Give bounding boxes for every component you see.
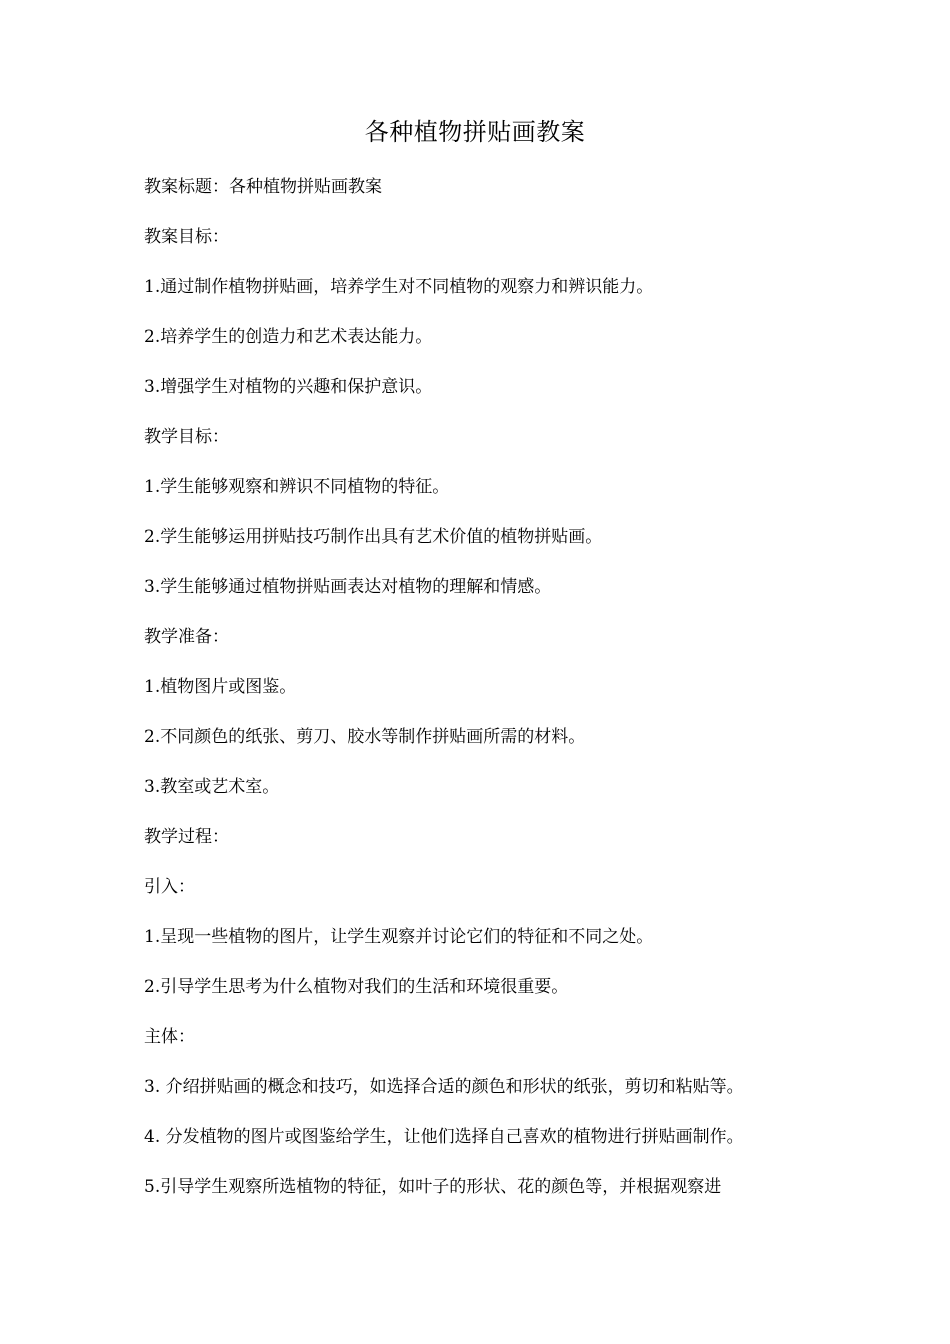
- text-line: 1.通过制作植物拼贴画，培养学生对不同植物的观察力和辨识能力。: [144, 277, 654, 297]
- section-heading-preparation: 教学准备：: [144, 627, 229, 647]
- text-line: 1.呈现一些植物的图片，让学生观察并讨论它们的特征和不同之处。: [144, 927, 654, 947]
- text-line: 3. 介绍拼贴画的概念和技巧，如选择合适的颜色和形状的纸张，剪切和粘贴等。: [144, 1077, 744, 1097]
- subsection-heading-main: 主体：: [144, 1027, 195, 1047]
- text-line: 5.引导学生观察所选植物的特征，如叶子的形状、花的颜色等，并根据观察进: [144, 1177, 722, 1197]
- text-line: 2.学生能够运用拼贴技巧制作出具有艺术价值的植物拼贴画。: [144, 527, 603, 547]
- text-line: 4. 分发植物的图片或图鉴给学生，让他们选择自己喜欢的植物进行拼贴画制作。: [144, 1127, 744, 1147]
- text-line: 2.不同颜色的纸张、剪刀、胶水等制作拼贴画所需的材料。: [144, 727, 586, 747]
- section-heading-process: 教学过程：: [144, 827, 229, 847]
- subsection-heading-intro: 引入：: [144, 877, 195, 897]
- section-heading-teaching-goals: 教学目标：: [144, 427, 229, 447]
- text-line: 1.学生能够观察和辨识不同植物的特征。: [144, 477, 450, 497]
- text-line-title-label: 教案标题：各种植物拼贴画教案: [144, 177, 382, 197]
- section-heading-lesson-goals: 教案目标：: [144, 227, 229, 247]
- page-title: 各种植物拼贴画教案: [364, 118, 586, 146]
- text-line: 2.培养学生的创造力和艺术表达能力。: [144, 327, 433, 347]
- text-line: 3.增强学生对植物的兴趣和保护意识。: [144, 377, 433, 397]
- text-line: 3.学生能够通过植物拼贴画表达对植物的理解和情感。: [144, 577, 552, 597]
- text-line: 2.引导学生思考为什么植物对我们的生活和环境很重要。: [144, 977, 569, 997]
- text-line: 1.植物图片或图鉴。: [144, 677, 297, 697]
- text-line: 3.教室或艺术室。: [144, 777, 280, 797]
- document-body: [144, 172, 834, 1222]
